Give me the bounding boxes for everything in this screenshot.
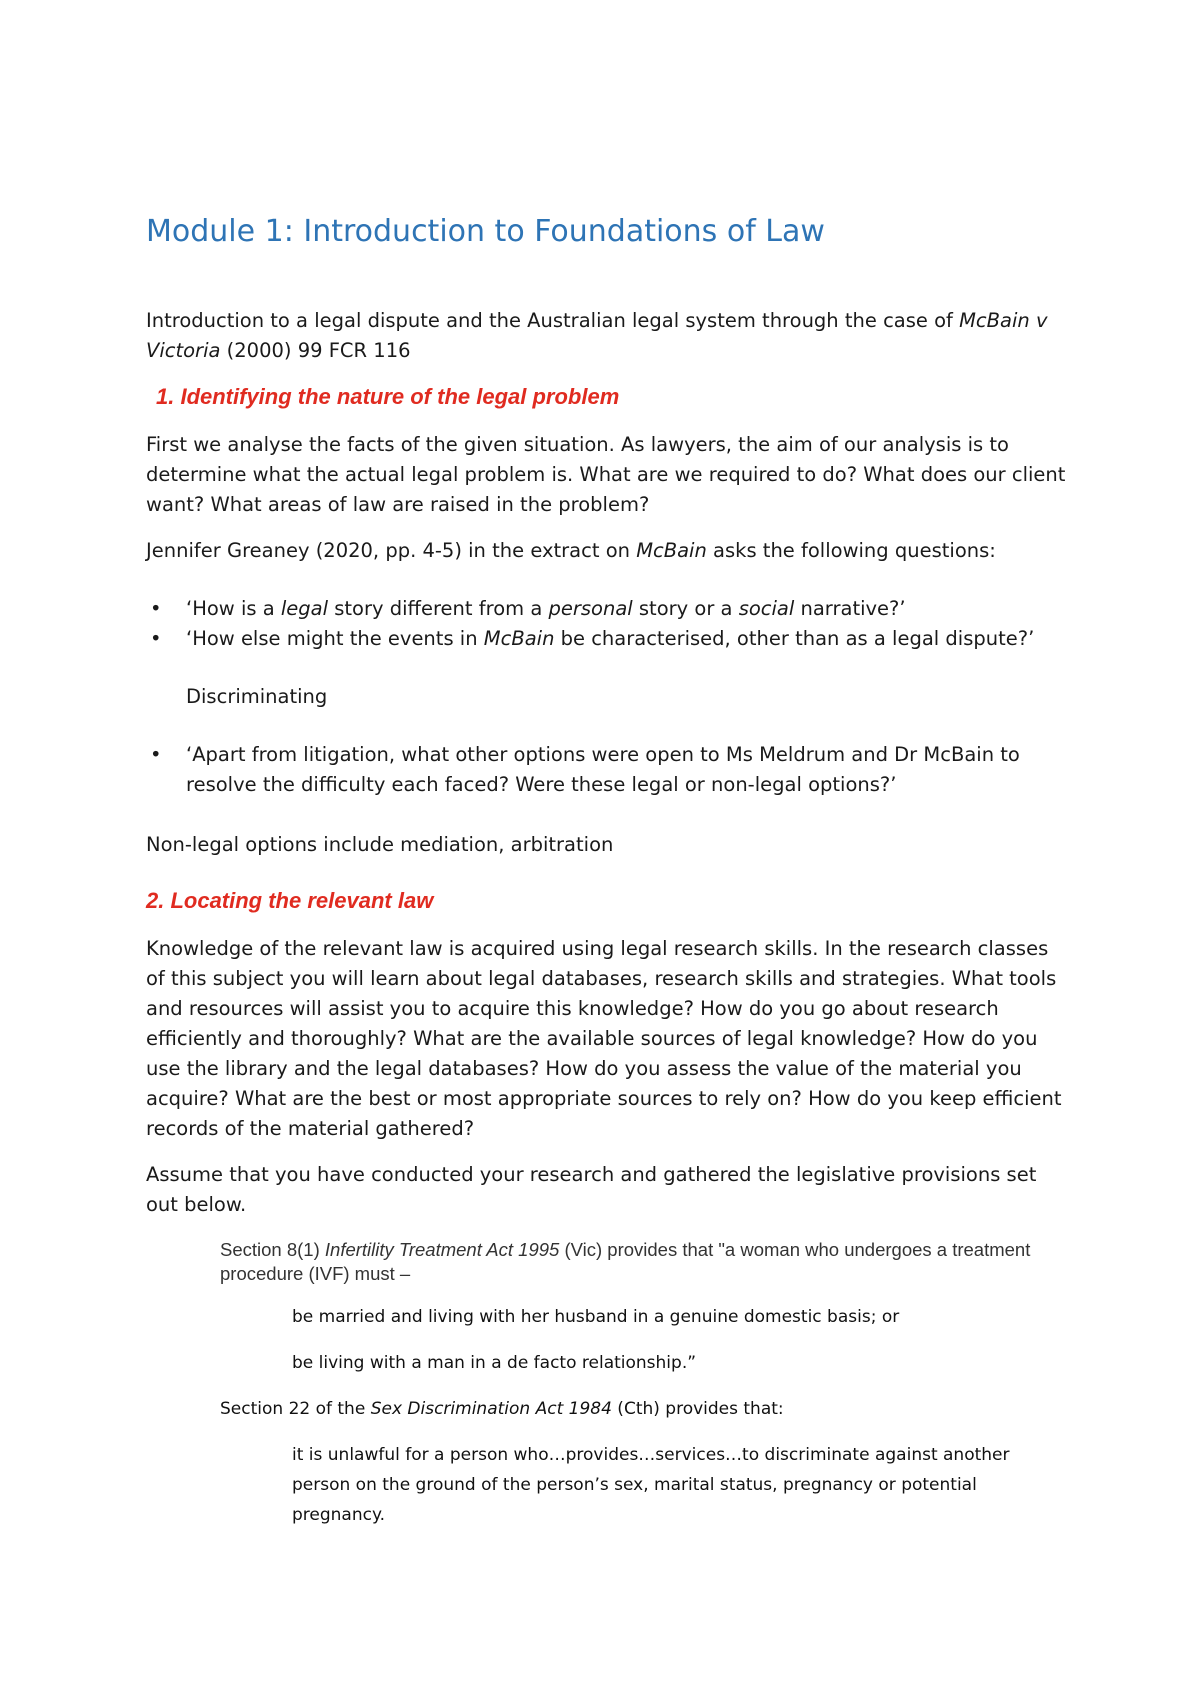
quote-section-22 bbox=[220, 1394, 1060, 1424]
bullet-icon: • bbox=[150, 627, 162, 650]
quote-item-defacto: be living with a man in a de facto relationship.” bbox=[292, 1353, 697, 1373]
bullet-italic: legal bbox=[280, 597, 329, 620]
bullet-text: ‘How else might the events in bbox=[186, 627, 484, 650]
question-list-2 bbox=[146, 740, 1066, 800]
quote-section-8 bbox=[220, 1238, 1040, 1286]
bullet-italic: social bbox=[738, 597, 795, 620]
list-item bbox=[146, 624, 1066, 654]
quote-text: Section 8(1) bbox=[220, 1239, 325, 1260]
intro-citation: (2000) 99 FCR 116 bbox=[220, 339, 411, 362]
section1-heading: 1. Identifying the nature of the legal problem bbox=[156, 384, 620, 409]
page-title: Module 1: Introduction to Foundations of Law bbox=[146, 214, 825, 249]
bullet-text: story different from a bbox=[328, 597, 549, 620]
greaney-text: Jennifer Greaney (2020, pp. 4-5) in the extract on bbox=[146, 539, 637, 562]
greaney-case-name: McBain bbox=[636, 539, 707, 562]
quote-act-name: Infertility Treatment Act 1995 bbox=[324, 1239, 560, 1260]
intro-case-name: McBain v Victoria bbox=[146, 309, 1048, 362]
section2-paragraph: Knowledge of the relevant law is acquired using legal research skills. In the research classes of this subject you will learn about legal databases, research skills and strategies. What tools and resources will assist you to acquire this knowledge? How do you go about research efficiently and thoroughly? What are the available sources of legal knowledge? How do you use the library and the legal databases? How do you assess the value of the material you acquire? What are the best or most appropriate sources to rely on? How do you keep efficient records of the material gathered? bbox=[146, 937, 1062, 1140]
bullet-text: ‘Apart from litigation, what other options were open to Ms Meldrum and Dr McBain to resolve the difficulty each faced? Were these legal or non-legal options?’ bbox=[186, 743, 1020, 796]
bullet-text: ‘How is a bbox=[186, 597, 281, 620]
section1-paragraph: First we analyse the facts of the given situation. As lawyers, the aim of our analysis is to determine what the actual legal problem is. What are we required to do? What does our client want? What areas of law are raised in the problem? bbox=[146, 433, 1066, 516]
bullet-italic: McBain bbox=[483, 627, 555, 650]
intro-text: Introduction to a legal dispute and the Australian legal system through the case of bbox=[146, 309, 960, 332]
quote-text: (Cth) provides that: bbox=[611, 1399, 784, 1419]
quote-unlawful: it is unlawful for a person who…provides…services…to discriminate against another person on the ground of the person’s sex, marital status, pregnancy or potential pregnancy. bbox=[292, 1445, 1010, 1525]
note-discriminating: Discriminating bbox=[186, 685, 328, 708]
bullet-italic: personal bbox=[548, 597, 633, 620]
bullet-text: story or a bbox=[632, 597, 739, 620]
bullet-text: be characterised, other than as a legal dispute?’ bbox=[554, 627, 1035, 650]
assume-paragraph: Assume that you have conducted your research and gathered the legislative provisions set out below. bbox=[146, 1163, 1037, 1216]
section2-heading: 2. Locating the relevant law bbox=[146, 888, 434, 913]
bullet-icon: • bbox=[150, 597, 162, 620]
intro-paragraph bbox=[146, 306, 1066, 366]
quote-text: Section 22 of the bbox=[220, 1399, 371, 1419]
question-list bbox=[146, 594, 1066, 654]
list-item bbox=[146, 740, 1066, 800]
bullet-icon: • bbox=[150, 743, 162, 766]
greaney-paragraph bbox=[146, 536, 1066, 566]
list-item bbox=[146, 594, 1066, 624]
quote-act-name: Sex Discrimination Act 1984 bbox=[370, 1399, 612, 1419]
quote-item-married: be married and living with her husband in a genuine domestic basis; or bbox=[292, 1307, 900, 1327]
nonlegal-options: Non-legal options include mediation, arbitration bbox=[146, 833, 614, 856]
quote-text: (Vic) provides that "a woman who undergoes a treatment procedure (IVF) must – bbox=[220, 1239, 1031, 1284]
bullet-text: narrative?’ bbox=[794, 597, 906, 620]
greaney-text-end: asks the following questions: bbox=[706, 539, 996, 562]
